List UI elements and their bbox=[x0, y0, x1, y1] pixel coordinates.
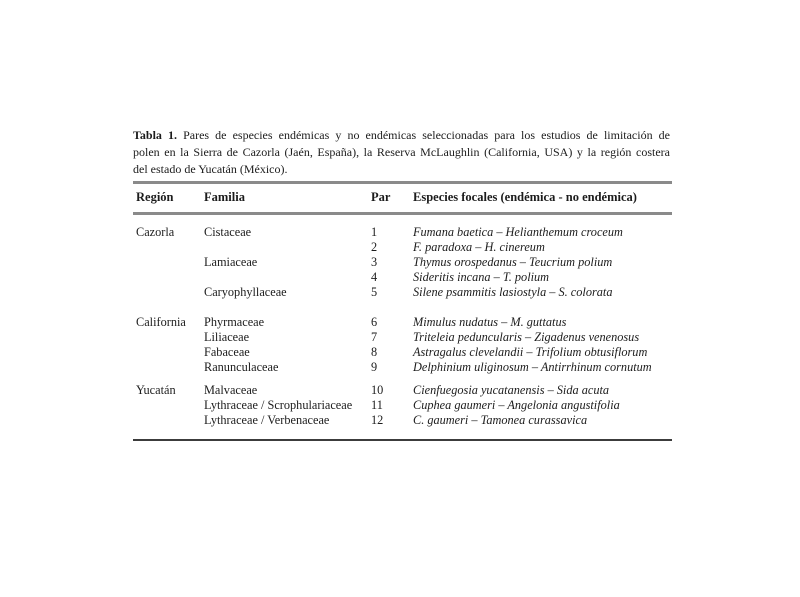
cell-par: 12 bbox=[371, 413, 384, 427]
cell-familia: Caryophyllaceae bbox=[204, 285, 287, 299]
cell-region bbox=[133, 255, 204, 270]
cell-especies: Thymus orospedanus – Teucrium polium bbox=[413, 255, 613, 269]
table-row bbox=[133, 255, 672, 270]
caption-line-1-text: Pares de especies endémicas y no endémicas seleccionadas para los estudios de limitación de bbox=[183, 128, 671, 142]
table-header-row bbox=[133, 184, 672, 212]
table-row bbox=[133, 345, 672, 360]
header-familia: Familia bbox=[204, 190, 245, 204]
cell-especies: F. paradoxa – H. cinereum bbox=[413, 240, 545, 254]
cell-par: 7 bbox=[371, 330, 378, 344]
cell-par: 8 bbox=[371, 345, 378, 359]
cell-region bbox=[133, 285, 204, 300]
cell-region: California bbox=[136, 315, 186, 329]
cell-par: 4 bbox=[371, 270, 378, 284]
cell-par: 5 bbox=[371, 285, 378, 299]
cell-especies: Astragalus clevelandii – Trifolium obtusiflorum bbox=[413, 345, 648, 359]
table-body bbox=[133, 215, 672, 439]
cell-familia bbox=[204, 270, 369, 285]
header-par: Par bbox=[371, 190, 391, 204]
cell-region bbox=[133, 240, 204, 255]
cell-especies: Mimulus nudatus – M. guttatus bbox=[413, 315, 567, 329]
cell-region bbox=[133, 345, 204, 360]
cell-par: 1 bbox=[371, 225, 378, 239]
cell-especies: Triteleia peduncularis – Zigadenus venenosus bbox=[413, 330, 640, 344]
cell-par: 2 bbox=[371, 240, 378, 254]
table-row bbox=[133, 330, 672, 345]
cell-especies: C. gaumeri – Tamonea curassavica bbox=[413, 413, 588, 427]
rule-bottom bbox=[133, 439, 672, 441]
cell-region bbox=[133, 330, 204, 345]
cell-especies: Fumana baetica – Helianthemum croceum bbox=[413, 225, 623, 239]
header-especies: Especies focales (endémica - no endémica) bbox=[413, 190, 637, 204]
table-row bbox=[133, 225, 672, 240]
caption-line-1 bbox=[133, 127, 670, 144]
cell-par: 10 bbox=[371, 383, 384, 397]
cell-familia: Fabaceae bbox=[204, 345, 250, 359]
cell-familia: Lythraceae / Scrophulariaceae bbox=[204, 398, 353, 412]
cell-region: Yucatán bbox=[136, 383, 176, 397]
caption-label: Tabla 1. bbox=[133, 128, 177, 142]
cell-familia bbox=[204, 240, 369, 255]
table-caption bbox=[133, 127, 670, 178]
cell-familia: Cistaceae bbox=[204, 225, 252, 239]
table-row bbox=[133, 383, 672, 398]
cell-par: 6 bbox=[371, 315, 378, 329]
cell-familia: Ranunculaceae bbox=[204, 360, 279, 374]
table-row bbox=[133, 315, 672, 330]
cell-region bbox=[133, 413, 204, 428]
cell-par: 9 bbox=[371, 360, 378, 374]
cell-region: Cazorla bbox=[136, 225, 175, 239]
table-row bbox=[133, 270, 672, 285]
cell-par: 3 bbox=[371, 255, 378, 269]
cell-especies: Cienfuegosia yucatanensis – Sida acuta bbox=[413, 383, 610, 397]
cell-especies: Sideritis incana – T. polium bbox=[413, 270, 550, 284]
cell-familia: Lamiaceae bbox=[204, 255, 258, 269]
table-row bbox=[133, 240, 672, 255]
cell-familia: Phyrmaceae bbox=[204, 315, 265, 329]
table-row bbox=[133, 398, 672, 413]
cell-region bbox=[133, 270, 204, 285]
caption-line-3: del estado de Yucatán (México). bbox=[133, 162, 288, 176]
cell-familia: Lythraceae / Verbenaceae bbox=[204, 413, 330, 427]
cell-region bbox=[133, 398, 204, 413]
table-row bbox=[133, 285, 672, 300]
caption-line-2: polen en la Sierra de Cazorla (Jaén, España), la Reserva McLaughlin (California, USA) y la región costera bbox=[133, 145, 670, 159]
header-region: Región bbox=[136, 190, 174, 204]
cell-region bbox=[133, 360, 204, 375]
cell-especies: Cuphea gaumeri – Angelonia angustifolia bbox=[413, 398, 620, 412]
table-block bbox=[133, 127, 672, 441]
cell-familia: Malvaceae bbox=[204, 383, 258, 397]
cell-familia: Liliaceae bbox=[204, 330, 250, 344]
cell-especies: Silene psammitis lasiostyla – S. colorata bbox=[413, 285, 613, 299]
cell-especies: Delphinium uliginosum – Antirrhinum cornutum bbox=[413, 360, 652, 374]
cell-par: 11 bbox=[371, 398, 383, 412]
table-row bbox=[133, 360, 672, 375]
table-row bbox=[133, 413, 672, 428]
